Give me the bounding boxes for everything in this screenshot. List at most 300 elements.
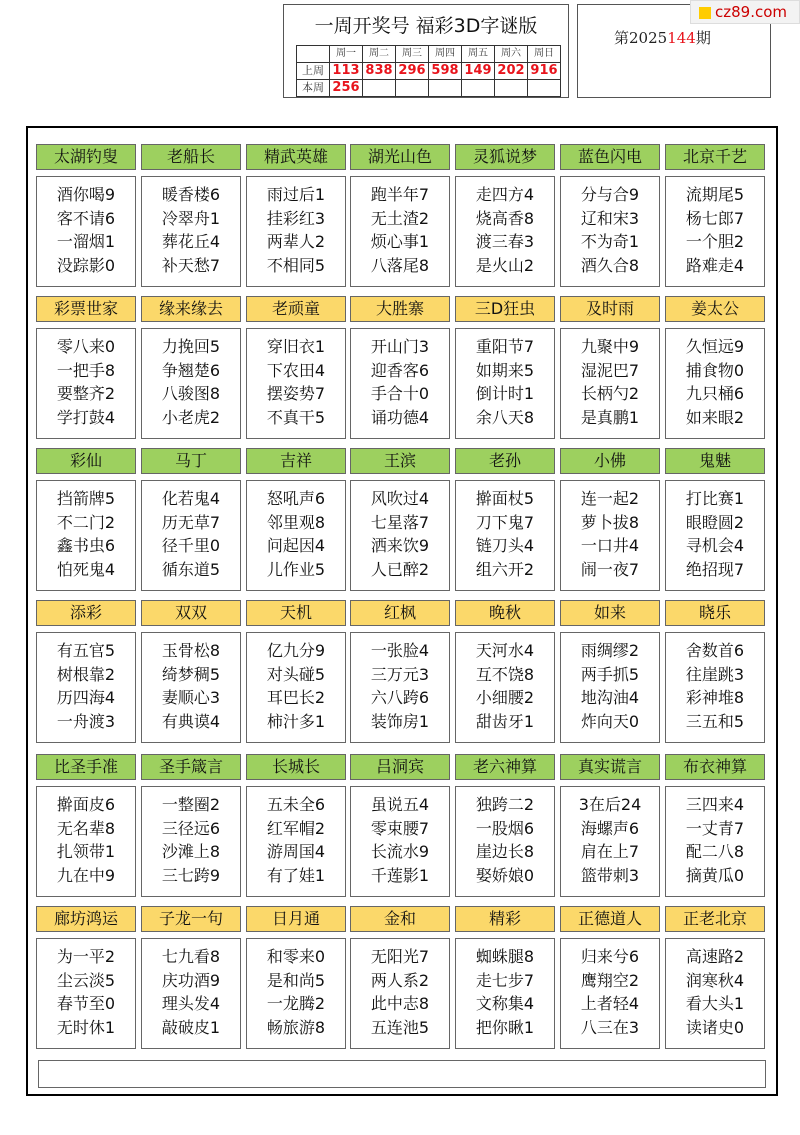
bottom-strip	[38, 1060, 766, 1088]
weekly-results-table	[296, 45, 561, 97]
riddle-body	[455, 328, 555, 439]
riddle-line: 小老虎2	[161, 407, 221, 427]
riddle-line: 走四方4	[475, 185, 535, 204]
riddle-line: 一股烟6	[475, 818, 535, 838]
riddle-line: 敲破皮1	[161, 1017, 221, 1037]
riddle-line: 连一起2	[580, 489, 640, 508]
riddle-card	[36, 600, 136, 743]
riddle-line: 对头碰5	[266, 664, 326, 684]
riddle-body	[141, 938, 241, 1049]
riddle-line: 娶娇娘0	[475, 865, 535, 885]
riddle-card	[36, 448, 136, 591]
riddle-line: 寻机会4	[685, 536, 745, 555]
riddle-line: 蜘蛛腿8	[475, 947, 535, 966]
riddle-author: 长城长	[246, 754, 346, 780]
riddle-line: 鑫书虫6	[56, 536, 116, 555]
last-week-label: 上周	[297, 63, 330, 80]
riddle-author: 老顽童	[246, 296, 346, 322]
riddle-line: 是火山2	[475, 255, 535, 275]
riddle-body	[665, 176, 765, 287]
riddle-line: 客不请6	[56, 208, 116, 228]
riddle-line: 游周国4	[266, 842, 326, 861]
day-label: 周三	[396, 46, 429, 63]
riddle-line: 走七步7	[475, 970, 535, 990]
riddle-line: 小细腰2	[475, 688, 535, 707]
riddle-author: 蓝色闪电	[560, 144, 660, 170]
day-label: 周二	[363, 46, 396, 63]
riddle-line: 九聚中9	[580, 337, 640, 356]
riddle-author: 廊坊鸿运	[36, 906, 136, 932]
riddle-body	[141, 328, 241, 439]
riddle-line: 一舟渡3	[56, 711, 116, 731]
riddle-line: 循东道5	[161, 559, 221, 579]
day-label: 周五	[462, 46, 495, 63]
result-number: 598	[429, 63, 462, 80]
riddle-card	[665, 600, 765, 743]
riddle-card	[455, 296, 555, 439]
riddle-body	[246, 786, 346, 897]
riddle-card	[246, 754, 346, 897]
riddle-line: 零束腰7	[370, 818, 430, 838]
riddle-body	[665, 328, 765, 439]
riddle-line: 如期来5	[475, 360, 535, 380]
riddle-body	[560, 176, 660, 287]
riddle-line: 烦心事1	[370, 232, 430, 251]
riddle-line: 怒吼声6	[266, 489, 326, 508]
riddle-line: 读诸史0	[685, 1017, 745, 1037]
riddle-body	[36, 328, 136, 439]
riddle-line: 怕死鬼4	[56, 559, 116, 579]
riddle-card	[665, 448, 765, 591]
riddle-author: 金和	[350, 906, 450, 932]
riddle-author: 大胜寨	[350, 296, 450, 322]
riddle-line: 冷翠舟1	[161, 208, 221, 228]
riddle-line: 渡三春3	[475, 232, 535, 251]
riddle-line: 刀下鬼7	[475, 512, 535, 532]
riddle-line: 历四海4	[56, 688, 116, 707]
riddle-line: 高速路2	[685, 947, 745, 966]
riddle-line: 树根靠2	[56, 664, 116, 684]
riddle-card	[455, 448, 555, 591]
riddle-card	[455, 906, 555, 1049]
riddle-author: 太湖钓叟	[36, 144, 136, 170]
riddle-line: 玉骨松8	[161, 641, 221, 660]
riddle-line: 和零来0	[266, 947, 326, 966]
site-url: cz89.com	[715, 3, 788, 21]
riddle-line: 六八跨6	[370, 688, 430, 707]
riddle-line: 理头发4	[161, 994, 221, 1013]
riddle-line: 摘黄瓜0	[685, 865, 745, 885]
riddle-line: 一溜烟1	[56, 232, 116, 251]
riddle-author: 北京千艺	[665, 144, 765, 170]
riddle-line: 为一平2	[56, 947, 116, 966]
riddle-line: 学打鼓4	[56, 407, 116, 427]
riddle-line: 无阳光7	[370, 947, 430, 966]
riddle-line: 儿作业5	[266, 559, 326, 579]
riddle-line: 路难走4	[685, 255, 745, 275]
corner-cell	[297, 46, 330, 63]
riddle-line: 妻顺心3	[161, 688, 221, 707]
riddle-line: 五连池5	[370, 1017, 430, 1037]
riddle-body	[560, 938, 660, 1049]
riddle-line: 舍数首6	[685, 641, 745, 660]
riddle-line: 争翘楚6	[161, 360, 221, 380]
riddle-line: 一丈青7	[685, 818, 745, 838]
days-row	[297, 46, 561, 63]
riddle-card	[246, 600, 346, 743]
riddle-line: 不二门2	[56, 512, 116, 532]
riddle-card	[36, 906, 136, 1049]
riddle-body	[141, 786, 241, 897]
riddle-body	[350, 328, 450, 439]
riddle-line: 零八来0	[56, 337, 116, 356]
riddle-author: 圣手箴言	[141, 754, 241, 780]
riddle-line: 长柄勺2	[580, 384, 640, 403]
riddle-line: 彩神堆8	[685, 688, 745, 707]
riddle-author: 天机	[246, 600, 346, 626]
riddle-line: 一整圈2	[161, 795, 221, 814]
issue-prefix: 第2025	[614, 29, 668, 47]
riddle-line: 迎香客6	[370, 360, 430, 380]
day-label: 周一	[330, 46, 363, 63]
riddle-body	[246, 938, 346, 1049]
riddle-line: 无土渣2	[370, 208, 430, 228]
riddle-card	[141, 448, 241, 591]
riddle-line: 九在中9	[56, 865, 116, 885]
riddle-line: 无名辈8	[56, 818, 116, 838]
this-week-row	[297, 80, 561, 97]
riddle-line: 八三在3	[580, 1017, 640, 1037]
riddle-card	[560, 906, 660, 1049]
riddle-body	[36, 786, 136, 897]
riddle-line: 跑半年7	[370, 185, 430, 204]
riddle-line: 润寒秋4	[685, 970, 745, 990]
riddle-author: 子龙一句	[141, 906, 241, 932]
result-number: 296	[396, 63, 429, 80]
riddle-card	[665, 296, 765, 439]
issue-number	[614, 27, 711, 48]
riddle-line: 暖香楼6	[161, 185, 221, 204]
riddle-line: 八骏图8	[161, 384, 221, 403]
riddle-line: 打比赛1	[685, 489, 745, 508]
riddle-line: 一把手8	[56, 360, 116, 380]
riddle-author: 正老北京	[665, 906, 765, 932]
riddle-body	[36, 176, 136, 287]
riddle-card	[141, 600, 241, 743]
riddle-line: 力挽回5	[161, 337, 221, 356]
result-number: 149	[462, 63, 495, 80]
riddle-line: 有典谟4	[161, 711, 221, 731]
riddle-card	[455, 144, 555, 287]
riddle-body	[560, 480, 660, 591]
riddle-line: 三径远6	[161, 818, 221, 838]
riddle-author: 布衣神算	[665, 754, 765, 780]
riddle-body	[350, 632, 450, 743]
riddle-author: 王滨	[350, 448, 450, 474]
riddle-line: 归来兮6	[580, 947, 640, 966]
riddle-line: 两人系2	[370, 970, 430, 990]
riddle-line: 八落尾8	[370, 255, 430, 275]
riddle-line: 此中志8	[370, 994, 430, 1013]
riddle-card	[350, 600, 450, 743]
riddle-line: 酒久合8	[580, 255, 640, 275]
riddle-author: 灵狐说梦	[455, 144, 555, 170]
riddle-author: 彩仙	[36, 448, 136, 474]
riddle-author: 添彩	[36, 600, 136, 626]
riddle-line: 萝卜拔8	[580, 512, 640, 532]
riddle-line: 挡箭牌5	[56, 489, 116, 508]
riddle-line: 邻里观8	[266, 512, 326, 532]
riddle-body	[350, 786, 450, 897]
riddle-line: 看大头1	[685, 994, 745, 1013]
riddle-line: 炸向天0	[580, 711, 640, 731]
riddle-line: 独跨二2	[475, 795, 535, 814]
riddle-line: 两辈人2	[266, 232, 326, 251]
riddle-body	[246, 632, 346, 743]
riddle-line: 七九看8	[161, 947, 221, 966]
riddle-line: 鹰翔空2	[580, 970, 640, 990]
riddle-line: 甜齿牙1	[475, 711, 535, 731]
riddle-line: 扎领带1	[56, 842, 116, 861]
riddle-line: 如来眼2	[685, 407, 745, 427]
riddle-line: 天河水4	[475, 641, 535, 660]
riddle-line: 人已醉2	[370, 559, 430, 579]
riddle-line: 虽说五4	[370, 795, 430, 814]
riddle-card	[246, 906, 346, 1049]
riddle-author: 晓乐	[665, 600, 765, 626]
riddle-author: 精彩	[455, 906, 555, 932]
riddle-author: 吉祥	[246, 448, 346, 474]
site-logo-icon	[699, 7, 711, 19]
riddle-line: 一张脸4	[370, 641, 430, 660]
result-number: 916	[528, 63, 561, 80]
riddle-line: 化若鬼4	[161, 489, 221, 508]
riddle-card	[350, 144, 450, 287]
day-label: 周日	[528, 46, 561, 63]
riddle-author: 红枫	[350, 600, 450, 626]
riddle-body	[560, 786, 660, 897]
riddle-body	[350, 176, 450, 287]
riddle-body	[141, 480, 241, 591]
riddle-line: 千莲影1	[370, 865, 430, 885]
riddle-line: 畅旅游8	[266, 1017, 326, 1037]
riddle-body	[560, 328, 660, 439]
riddle-line: 湿泥巴7	[580, 360, 640, 380]
riddle-line: 是和尚5	[266, 970, 326, 990]
riddle-line: 长流水9	[370, 842, 430, 861]
riddle-card	[560, 754, 660, 897]
riddle-line: 雨过后1	[266, 185, 326, 204]
riddle-line: 开山门3	[370, 337, 430, 356]
result-number	[363, 80, 396, 97]
riddle-line: 一口井4	[580, 536, 640, 555]
riddle-body	[455, 480, 555, 591]
riddle-author: 正德道人	[560, 906, 660, 932]
riddle-body	[350, 938, 450, 1049]
riddle-body	[350, 480, 450, 591]
riddle-line: 一龙腾2	[266, 994, 326, 1013]
riddle-body	[141, 176, 241, 287]
riddle-card	[560, 296, 660, 439]
riddle-author: 湖光山色	[350, 144, 450, 170]
riddle-line: 七星落7	[370, 512, 430, 532]
riddle-line: 杨七郎7	[685, 208, 745, 228]
riddle-line: 风吹过4	[370, 489, 430, 508]
weekly-results-header	[283, 4, 569, 98]
riddle-line: 链刀头4	[475, 536, 535, 555]
result-number	[495, 80, 528, 97]
riddle-line: 三五和5	[685, 711, 745, 731]
riddle-line: 沙滩上8	[161, 842, 221, 861]
riddle-line: 五未全6	[266, 795, 326, 814]
riddle-body	[246, 328, 346, 439]
riddle-card	[350, 754, 450, 897]
riddle-line: 擀面杖5	[475, 489, 535, 508]
riddle-line: 九只桶6	[685, 384, 745, 403]
riddle-line: 崖边长8	[475, 842, 535, 861]
riddle-body	[665, 632, 765, 743]
riddle-line: 摆姿势7	[266, 384, 326, 403]
riddle-line: 没踪影0	[56, 255, 116, 275]
riddle-line: 洒来饮9	[370, 536, 430, 555]
result-number	[528, 80, 561, 97]
riddle-card	[141, 906, 241, 1049]
riddle-line: 海螺声6	[580, 818, 640, 838]
riddle-line: 历无草7	[161, 512, 221, 532]
riddle-body	[455, 176, 555, 287]
riddle-card	[665, 754, 765, 897]
riddle-line: 不相同5	[266, 255, 326, 275]
riddle-author: 鬼魅	[665, 448, 765, 474]
riddle-author: 及时雨	[560, 296, 660, 322]
riddle-author: 老六神算	[455, 754, 555, 780]
riddle-body	[36, 480, 136, 591]
riddle-line: 捕食物0	[685, 360, 745, 380]
riddle-line: 3在后24	[578, 795, 642, 814]
riddle-line: 往崖跳3	[685, 664, 745, 684]
riddle-line: 配二八8	[685, 842, 745, 861]
riddle-line: 文称集4	[475, 994, 535, 1013]
day-label: 周四	[429, 46, 462, 63]
riddle-body	[36, 938, 136, 1049]
last-week-row	[297, 63, 561, 80]
riddle-author: 如来	[560, 600, 660, 626]
riddle-line: 手合十0	[370, 384, 430, 403]
riddle-body	[665, 480, 765, 591]
riddle-line: 耳巴长2	[266, 688, 326, 707]
riddle-line: 久恒远9	[685, 337, 745, 356]
riddle-grid	[26, 126, 778, 1096]
riddle-body	[246, 176, 346, 287]
riddle-line: 下农田4	[266, 360, 326, 380]
riddle-card	[350, 296, 450, 439]
riddle-body	[36, 632, 136, 743]
riddle-card	[350, 906, 450, 1049]
issue-suffix: 期	[695, 29, 711, 47]
riddle-line: 红军帽2	[266, 818, 326, 838]
riddle-card	[665, 144, 765, 287]
result-number	[462, 80, 495, 97]
riddle-card	[455, 600, 555, 743]
riddle-card	[246, 448, 346, 591]
riddle-author: 晚秋	[455, 600, 555, 626]
riddle-line: 闹一夜7	[580, 559, 640, 579]
riddle-line: 穿旧衣1	[266, 337, 326, 356]
riddle-line: 余八天8	[475, 407, 535, 427]
riddle-line: 地沟油4	[580, 688, 640, 707]
riddle-body	[560, 632, 660, 743]
riddle-line: 一个胆2	[685, 232, 745, 251]
riddle-line: 两手抓5	[580, 664, 640, 684]
riddle-line: 诵功德4	[370, 407, 430, 427]
riddle-line: 流期尾5	[685, 185, 745, 204]
header-title: 一周开奖号 福彩3D字谜版	[314, 15, 538, 37]
riddle-line: 绮梦稠5	[161, 664, 221, 684]
riddle-line: 三万元3	[370, 664, 430, 684]
riddle-line: 互不饶8	[475, 664, 535, 684]
riddle-line: 重阳节7	[475, 337, 535, 356]
riddle-line: 有五官5	[56, 641, 116, 660]
riddle-line: 是真鹏1	[580, 407, 640, 427]
riddle-line: 有了娃1	[266, 865, 326, 885]
riddle-line: 三四来4	[685, 795, 745, 814]
riddle-author: 缘来缘去	[141, 296, 241, 322]
result-number	[429, 80, 462, 97]
riddle-line: 绝招现7	[685, 559, 745, 579]
riddle-line: 问起因4	[266, 536, 326, 555]
riddle-body	[455, 632, 555, 743]
riddle-line: 不真干5	[266, 407, 326, 427]
riddle-card	[36, 296, 136, 439]
riddle-line: 不为奇1	[580, 232, 640, 251]
riddle-author: 姜太公	[665, 296, 765, 322]
riddle-author: 三D狂虫	[455, 296, 555, 322]
riddle-line: 亿九分9	[266, 641, 326, 660]
riddle-author: 小佛	[560, 448, 660, 474]
riddle-author: 吕洞宾	[350, 754, 450, 780]
riddle-line: 上者轻4	[580, 994, 640, 1013]
result-number	[396, 80, 429, 97]
riddle-card	[141, 754, 241, 897]
riddle-line: 柿汁多1	[266, 711, 326, 731]
riddle-line: 装饰房1	[370, 711, 430, 731]
riddle-body	[665, 938, 765, 1049]
riddle-line: 分与合9	[580, 185, 640, 204]
riddle-author: 老船长	[141, 144, 241, 170]
result-number: 256	[330, 80, 363, 97]
riddle-author: 老孙	[455, 448, 555, 474]
riddle-line: 径千里0	[161, 536, 221, 555]
riddle-line: 尘云淡5	[56, 970, 116, 990]
riddle-card	[141, 296, 241, 439]
riddle-line: 肩在上7	[580, 842, 640, 861]
riddle-card	[141, 144, 241, 287]
issue-number-value: 144	[667, 29, 696, 47]
riddle-card	[36, 754, 136, 897]
riddle-card	[246, 144, 346, 287]
riddle-card	[246, 296, 346, 439]
riddle-line: 庆功酒9	[161, 970, 221, 990]
site-watermark[interactable]	[690, 0, 800, 24]
riddle-author: 精武英雄	[246, 144, 346, 170]
riddle-line: 春节至0	[56, 994, 116, 1013]
riddle-body	[246, 480, 346, 591]
riddle-card	[350, 448, 450, 591]
result-number: 838	[363, 63, 396, 80]
riddle-line: 三七跨9	[161, 865, 221, 885]
riddle-author: 彩票世家	[36, 296, 136, 322]
this-week-label: 本周	[297, 80, 330, 97]
